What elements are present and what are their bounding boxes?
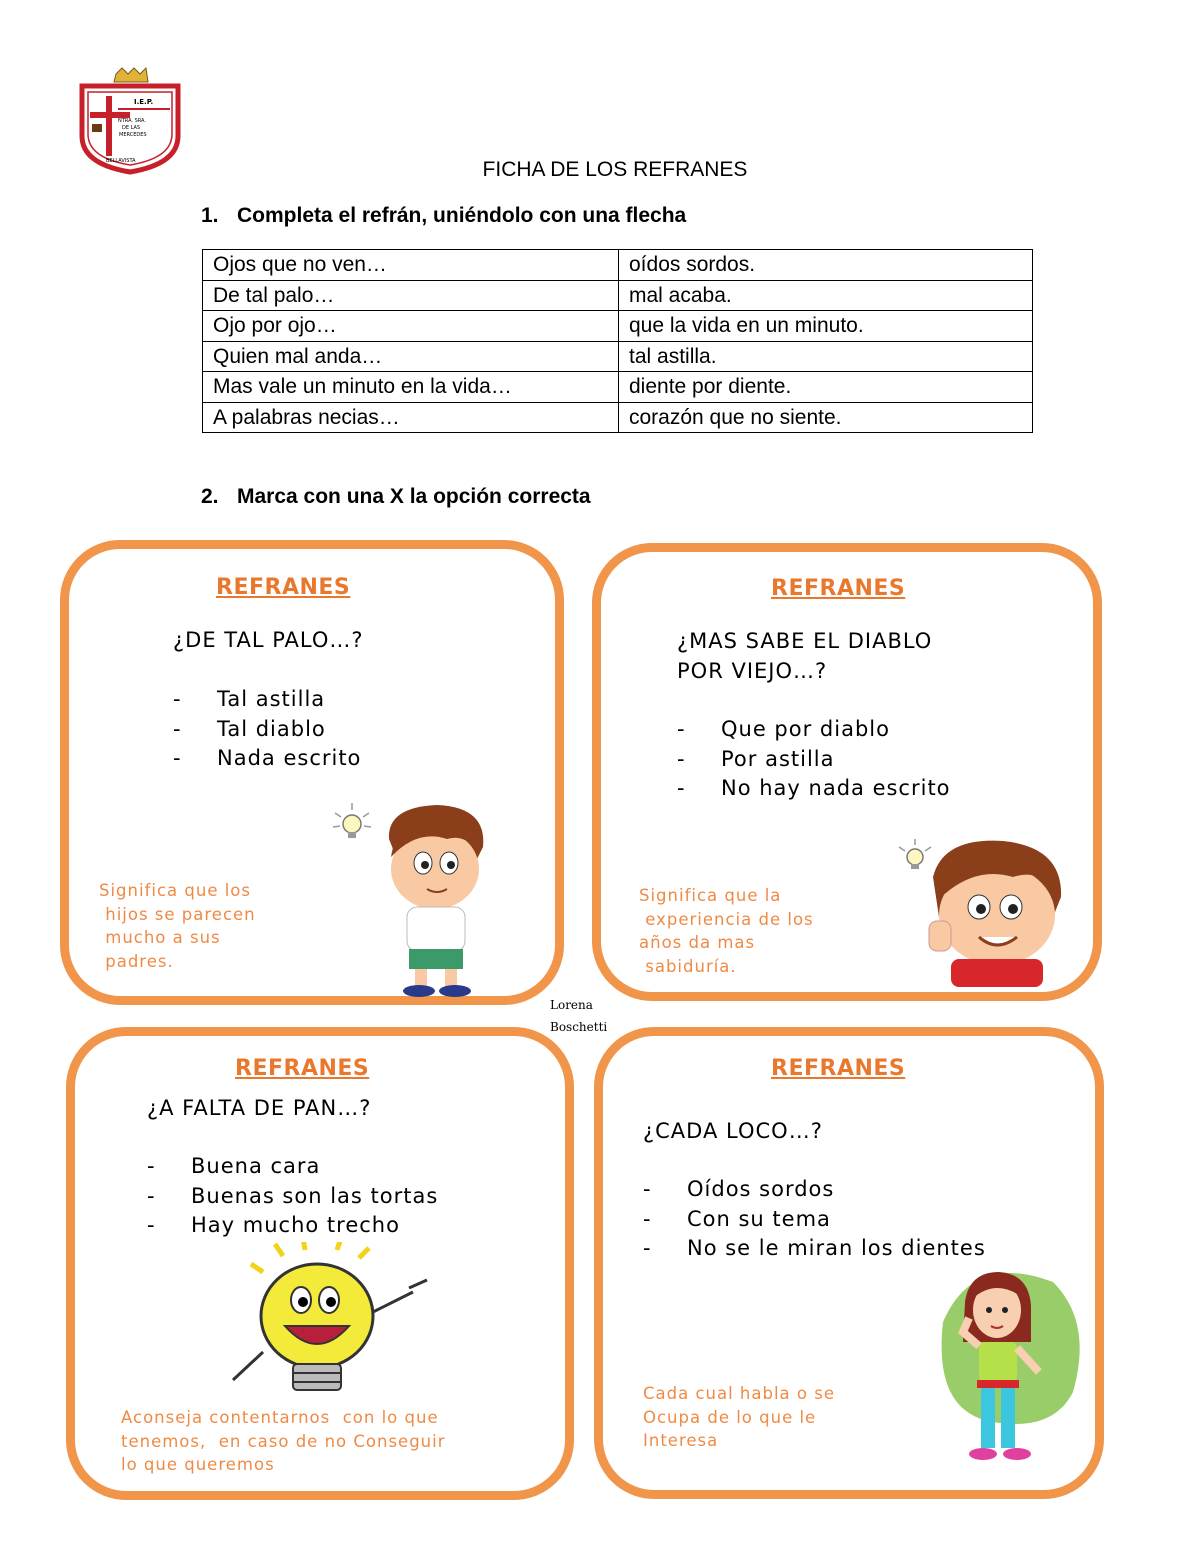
question-1-heading bbox=[201, 204, 686, 228]
card-options bbox=[643, 1175, 986, 1264]
question-2-heading bbox=[201, 485, 591, 509]
proverb-end-cell: diente por diente. bbox=[619, 372, 1033, 403]
option-item[interactable]: - Buena cara bbox=[147, 1154, 321, 1178]
card-heading: REFRANES bbox=[771, 576, 906, 601]
question-1-text: Completa el refrán, uniéndolo con una flecha bbox=[237, 204, 687, 227]
card-heading: REFRANES bbox=[216, 575, 351, 600]
option-item[interactable]: - Que por diablo bbox=[677, 717, 890, 741]
proverb-start-cell: Quien mal anda… bbox=[203, 341, 619, 372]
proverb-start-cell: De tal palo… bbox=[203, 280, 619, 311]
table-row bbox=[203, 311, 1033, 342]
option-item[interactable]: - Hay mucho trecho bbox=[147, 1213, 400, 1237]
thinking-boy-illustration bbox=[327, 799, 537, 999]
author-last-name: Boschetti bbox=[550, 1020, 608, 1034]
card-meaning: Significa que la experiencia de los años da mas sabiduría. bbox=[639, 886, 814, 976]
card-options bbox=[147, 1152, 438, 1241]
card-meaning: Cada cual habla o se Ocupa de lo que le Interesa bbox=[643, 1384, 836, 1450]
table-row bbox=[203, 280, 1033, 311]
proverb-start-cell: A palabras necias… bbox=[203, 402, 619, 433]
author-credit bbox=[550, 994, 607, 1038]
author-first-name: Lorena bbox=[550, 998, 593, 1012]
smiling-lightbulb-illustration bbox=[213, 1242, 453, 1402]
svg-text:BELLAVISTA: BELLAVISTA bbox=[106, 158, 136, 164]
question-1-number: 1. bbox=[201, 204, 219, 227]
card-question: ¿A FALTA DE PAN…? bbox=[147, 1096, 372, 1120]
card-heading: REFRANES bbox=[235, 1056, 370, 1081]
proverb-end-cell: que la vida en un minuto. bbox=[619, 311, 1033, 342]
card-question: ¿MAS SABE EL DIABLO POR VIEJO…? bbox=[677, 629, 933, 683]
proverb-start-cell: Mas vale un minuto en la vida… bbox=[203, 372, 619, 403]
card-question: ¿DE TAL PALO…? bbox=[173, 628, 364, 652]
question-2-text: Marca con una X la opción correcta bbox=[237, 485, 591, 508]
svg-text:MERCEDES: MERCEDES bbox=[119, 132, 147, 138]
option-item[interactable]: - Por astilla bbox=[677, 746, 835, 771]
proverb-end-cell: corazón que no siente. bbox=[619, 402, 1033, 433]
card-question: ¿CADA LOCO…? bbox=[643, 1119, 823, 1143]
option-item[interactable]: - Tal astilla bbox=[173, 687, 326, 711]
card-options bbox=[173, 685, 361, 774]
card-meaning: Significa que los hijos se parecen mucho a sus padres. bbox=[99, 881, 256, 971]
thumbs-up-boy-illustration bbox=[893, 837, 1073, 987]
proverb-start-cell: Ojo por ojo… bbox=[203, 311, 619, 342]
card-options bbox=[677, 715, 951, 804]
table-row bbox=[203, 402, 1033, 433]
lightbulb-icon bbox=[899, 839, 931, 869]
proverb-match-table bbox=[202, 249, 1033, 433]
table-row bbox=[203, 341, 1033, 372]
thinking-girl-illustration bbox=[913, 1262, 1093, 1472]
card-heading: REFRANES bbox=[771, 1056, 906, 1081]
proverb-end-cell: tal astilla. bbox=[619, 341, 1033, 372]
table-row bbox=[203, 372, 1033, 403]
page-title: FICHA DE LOS REFRANES bbox=[482, 158, 748, 181]
table-row bbox=[203, 250, 1033, 281]
proverb-end-cell: oídos sordos. bbox=[619, 250, 1033, 281]
svg-text:DE LAS: DE LAS bbox=[122, 125, 141, 131]
option-item[interactable]: - No se le miran los dientes bbox=[643, 1236, 986, 1260]
option-item[interactable]: - No hay nada escrito bbox=[677, 776, 951, 800]
proverb-end-cell: mal acaba. bbox=[619, 280, 1033, 311]
option-item[interactable]: - Con su tema bbox=[643, 1206, 831, 1231]
proverb-card-1 bbox=[60, 540, 564, 1005]
question-2-number: 2. bbox=[201, 485, 219, 508]
proverb-start-cell: Ojos que no ven… bbox=[203, 250, 619, 281]
option-item[interactable]: - Nada escrito bbox=[173, 746, 362, 770]
card-meaning: Aconseja contentarnos con lo que tenemos, en caso de no Conseguir lo que queremos bbox=[121, 1408, 446, 1474]
lightbulb-icon bbox=[333, 803, 371, 838]
svg-text:NTRA. SRA.: NTRA. SRA. bbox=[118, 118, 146, 124]
svg-text:I.E.P.: I.E.P. bbox=[134, 98, 154, 106]
proverb-card-3 bbox=[66, 1027, 574, 1500]
option-item[interactable]: - Oídos sordos bbox=[643, 1177, 835, 1201]
option-item[interactable]: - Buenas son las tortas bbox=[147, 1183, 439, 1208]
proverb-card-2 bbox=[592, 543, 1102, 1001]
option-item[interactable]: - Tal diablo bbox=[173, 716, 326, 741]
proverb-card-4 bbox=[594, 1027, 1104, 1499]
